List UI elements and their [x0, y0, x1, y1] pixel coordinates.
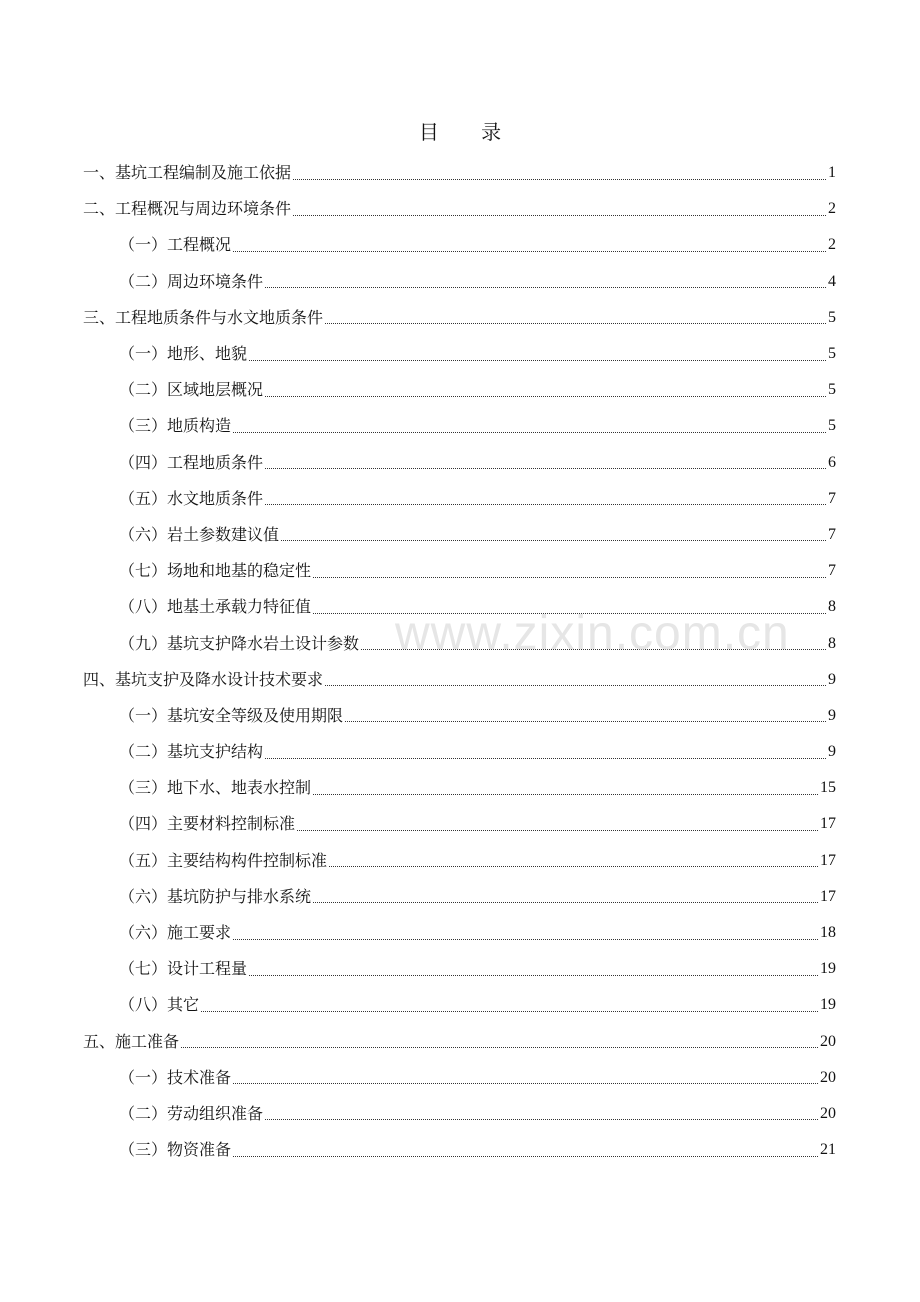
toc-dot-leader [265, 287, 826, 288]
toc-entry-text: （二）区域地层概况 [119, 380, 264, 400]
toc-entry-text: （二）周边环境条件 [119, 271, 264, 291]
toc-dot-leader [313, 577, 826, 578]
toc-entry-page: 9 [828, 706, 836, 724]
toc-dot-leader [281, 540, 826, 541]
toc-entry-text: 五、施工准备 [83, 1031, 180, 1051]
toc-entry-page: 17 [820, 851, 836, 869]
toc-entry[interactable] [0, 1096, 920, 1132]
toc-entry-page: 2 [828, 236, 836, 254]
toc-dot-leader [249, 975, 818, 976]
toc-entry[interactable] [0, 662, 920, 698]
toc-entry-page: 18 [820, 924, 836, 942]
toc-dot-leader [297, 830, 818, 831]
toc-entry[interactable] [0, 517, 920, 553]
toc-entry[interactable] [0, 951, 920, 987]
toc-entry-text: （二）基坑支护结构 [119, 742, 264, 762]
toc-dot-leader [361, 649, 826, 650]
toc-dot-leader [293, 215, 826, 216]
toc-entry[interactable] [0, 155, 920, 191]
toc-entry[interactable] [0, 372, 920, 408]
toc-entry-page: 20 [820, 1032, 836, 1050]
toc-entry[interactable] [0, 770, 920, 806]
toc-dot-leader [233, 1156, 818, 1157]
toc-entry-page: 4 [828, 272, 836, 290]
toc-dot-leader [329, 866, 818, 867]
toc-dot-leader [265, 758, 826, 759]
toc-entry[interactable] [0, 734, 920, 770]
toc-list [0, 155, 920, 1168]
toc-dot-leader [265, 396, 826, 397]
toc-entry-text: 三、工程地质条件与水文地质条件 [83, 307, 324, 327]
toc-entry[interactable] [0, 481, 920, 517]
toc-dot-leader [265, 468, 826, 469]
toc-entry-text: （一）地形、地貌 [119, 344, 248, 364]
toc-entry-text: （八）其它 [119, 995, 200, 1015]
toc-title: 目 录 [418, 120, 520, 144]
toc-entry-page: 1 [828, 164, 836, 182]
toc-entry-page: 9 [828, 670, 836, 688]
toc-entry[interactable] [0, 264, 920, 300]
toc-entry-text: （一）工程概况 [119, 235, 232, 255]
toc-dot-leader [233, 432, 826, 433]
toc-entry-page: 20 [820, 1068, 836, 1086]
toc-entry[interactable] [0, 1060, 920, 1096]
toc-entry-page: 5 [828, 417, 836, 435]
toc-entry-text: （九）基坑支护降水岩土设计参数 [119, 633, 360, 653]
toc-entry[interactable] [0, 227, 920, 263]
toc-entry-page: 7 [828, 489, 836, 507]
toc-dot-leader [313, 794, 818, 795]
watermark: www.zixin.com.cn [395, 607, 790, 660]
toc-entry-text: （八）地基土承载力特征值 [119, 597, 312, 617]
toc-dot-leader [345, 721, 826, 722]
toc-entry[interactable] [0, 698, 920, 734]
toc-entry[interactable] [0, 843, 920, 879]
toc-entry-text: （五）主要结构构件控制标准 [119, 850, 328, 870]
toc-entry-page: 7 [828, 562, 836, 580]
toc-entry-text: （一）基坑安全等级及使用期限 [119, 705, 344, 725]
toc-entry-text: （一）技术准备 [119, 1067, 232, 1087]
toc-entry-text: （七）场地和地基的稳定性 [119, 561, 312, 581]
toc-dot-leader [325, 323, 826, 324]
toc-entry-page: 2 [828, 200, 836, 218]
toc-entry-text: （六）施工要求 [119, 923, 232, 943]
toc-dot-leader [265, 504, 826, 505]
toc-entry-page: 5 [828, 308, 836, 326]
toc-entry[interactable] [0, 589, 920, 625]
toc-entry[interactable] [0, 1132, 920, 1168]
toc-entry[interactable] [0, 879, 920, 915]
toc-dot-leader [265, 1119, 818, 1120]
toc-entry-page: 19 [820, 996, 836, 1014]
toc-entry-text: （七）设计工程量 [119, 959, 248, 979]
toc-entry[interactable] [0, 806, 920, 842]
toc-dot-leader [233, 1083, 818, 1084]
toc-entry-page: 5 [828, 345, 836, 363]
toc-entry-text: （三）物资准备 [119, 1140, 232, 1160]
toc-entry-page: 7 [828, 525, 836, 543]
toc-entry[interactable] [0, 987, 920, 1023]
toc-entry-page: 21 [820, 1141, 836, 1159]
toc-entry-text: （六）基坑防护与排水系统 [119, 886, 312, 906]
toc-entry[interactable] [0, 625, 920, 661]
toc-entry-page: 19 [820, 960, 836, 978]
toc-dot-leader [249, 360, 826, 361]
toc-entry-text: （三）地下水、地表水控制 [119, 778, 312, 798]
toc-dot-leader [233, 939, 818, 940]
toc-entry[interactable] [0, 553, 920, 589]
toc-entry-page: 15 [820, 779, 836, 797]
toc-entry[interactable] [0, 915, 920, 951]
toc-entry-text: （四）工程地质条件 [119, 452, 264, 472]
toc-entry-text: 四、基坑支护及降水设计技术要求 [83, 669, 324, 689]
toc-dot-leader [325, 685, 826, 686]
toc-dot-leader [313, 613, 826, 614]
toc-entry-page: 8 [828, 598, 836, 616]
toc-entry-page: 17 [820, 815, 836, 833]
toc-entry[interactable] [0, 336, 920, 372]
toc-entry-text: 二、工程概况与周边环境条件 [83, 199, 292, 219]
toc-entry-page: 5 [828, 381, 836, 399]
toc-entry[interactable] [0, 300, 920, 336]
toc-entry-page: 9 [828, 743, 836, 761]
toc-entry-text: （二）劳动组织准备 [119, 1103, 264, 1123]
toc-dot-leader [233, 251, 826, 252]
toc-entry-page: 17 [820, 887, 836, 905]
toc-entry[interactable] [0, 445, 920, 481]
toc-dot-leader [181, 1047, 818, 1048]
toc-entry-text: 一、基坑工程编制及施工依据 [83, 163, 292, 183]
toc-dot-leader [313, 902, 818, 903]
toc-entry-text: （三）地质构造 [119, 416, 232, 436]
toc-entry[interactable] [0, 191, 920, 227]
toc-entry-page: 8 [828, 634, 836, 652]
toc-entry-text: （五）水文地质条件 [119, 488, 264, 508]
toc-dot-leader [201, 1011, 818, 1012]
toc-entry-page: 6 [828, 453, 836, 471]
toc-entry-page: 20 [820, 1104, 836, 1122]
toc-entry[interactable] [0, 408, 920, 444]
toc-entry[interactable] [0, 1024, 920, 1060]
toc-dot-leader [293, 179, 826, 180]
toc-entry-text: （四）主要材料控制标准 [119, 814, 296, 834]
toc-entry-text: （六）岩土参数建议值 [119, 524, 280, 544]
